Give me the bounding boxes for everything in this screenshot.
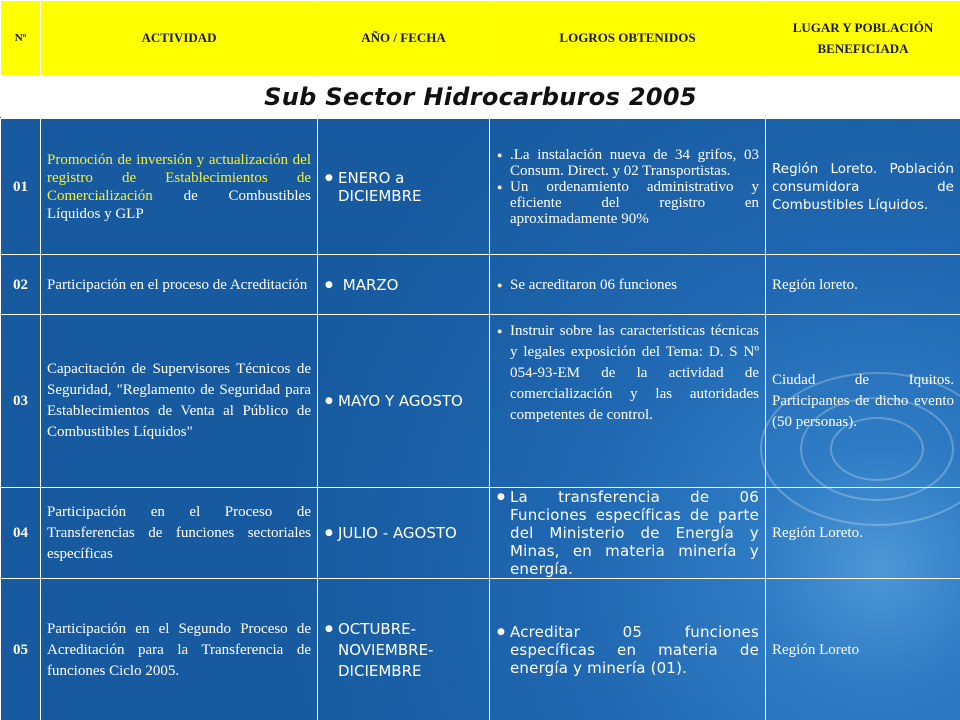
achievement-item: ● Se acreditaron 06 funciones — [510, 276, 759, 294]
place-cell: Región loreto. — [766, 255, 960, 315]
achievement-item: ● La transferencia de 06 Funciones específicas de parte del Ministerio de Energía y Minas, en materia minería y energía. — [510, 488, 759, 578]
activity-highlight: Promoción de inversión y actualización del registro de Establecimientos de Comercialización — [47, 151, 311, 204]
title-row — [1, 76, 960, 119]
achievement-item: ● Acreditar 05 funciones específicas en materia de energía y minería (01). — [510, 623, 759, 677]
place-cell: Ciudad de Iquitos. Participantes de dicho evento (50 personas). — [766, 315, 960, 488]
table-row — [1, 255, 960, 315]
header-num: Nº — [1, 1, 41, 76]
table-row — [1, 488, 960, 579]
table-row — [1, 119, 960, 255]
achievements-cell — [490, 579, 766, 720]
activity-cell: Capacitación de Supervisores Técnicos de Seguridad, "Reglamento de Seguridad para Establecimientos de Venta al Público de Combustibles Líquidos" — [41, 315, 318, 488]
date-cell — [318, 579, 490, 720]
row-number: 04 — [1, 488, 41, 579]
date-text: ● MAYO Y AGOSTO — [338, 392, 483, 410]
row-number: 02 — [1, 255, 41, 315]
achievements-cell — [490, 488, 766, 579]
date-cell — [318, 488, 490, 579]
place-cell: Región Loreto — [766, 579, 960, 720]
header-row — [1, 1, 960, 76]
place-cell: Región Loreto. — [766, 488, 960, 579]
date-text: ● JULIO - AGOSTO — [338, 524, 483, 542]
achievements-cell — [490, 255, 766, 315]
header-logros: LOGROS OBTENIDOS — [490, 1, 766, 76]
date-cell — [318, 119, 490, 255]
achievement-item: ● .La instalación nueva de 34 grifos, 03 Consum. Direct. y 02 Transportistas. — [510, 147, 759, 179]
achievements-cell — [490, 119, 766, 255]
activity-cell: Participación en el Proceso de Transferencias de funciones sectoriales específicas — [41, 488, 318, 579]
achievements-cell — [490, 315, 766, 488]
row-number: 05 — [1, 579, 41, 720]
date-cell — [318, 315, 490, 488]
achievement-item: ● Instruir sobre las características técnicas y legales exposición del Tema: D. S Nº 054-93-EM de la actividad de comercialización y las autoridades competentes de control. — [510, 321, 759, 426]
date-text: ● ENERO a DICIEMBRE — [338, 169, 483, 205]
date-cell — [318, 255, 490, 315]
row-number: 03 — [1, 315, 41, 488]
date-text: ● MARZO — [338, 276, 483, 294]
header-lugar: LUGAR Y POBLACIÓN BENEFICIADA — [766, 1, 960, 76]
date-text: ● OCTUBRE-NOVIEMBRE-DICIEMBRE — [338, 619, 483, 682]
activity-cell — [41, 119, 318, 255]
row-number: 01 — [1, 119, 41, 255]
header-actividad: ACTIVIDAD — [41, 1, 318, 76]
activity-cell: Participación en el Segundo Proceso de Acreditación para la Transferencia de funciones Ciclo 2005. — [41, 579, 318, 720]
table-row — [1, 579, 960, 720]
section-title-cell — [1, 76, 960, 119]
table-row — [1, 315, 960, 488]
activity-cell: Participación en el proceso de Acreditación — [41, 255, 318, 315]
header-fecha: AÑO / FECHA — [318, 1, 490, 76]
place-cell: Región Loreto. Población consumidora de Combustibles Líquidos. — [766, 119, 960, 255]
section-title: Sub Sector Hidrocarburos 2005 — [264, 83, 697, 111]
achievement-item: ● Un ordenamiento administrativo y eficiente del registro en aproximadamente 90% — [510, 179, 759, 227]
activity-text: de Combustibles Líquidos y GLP — [47, 187, 311, 222]
